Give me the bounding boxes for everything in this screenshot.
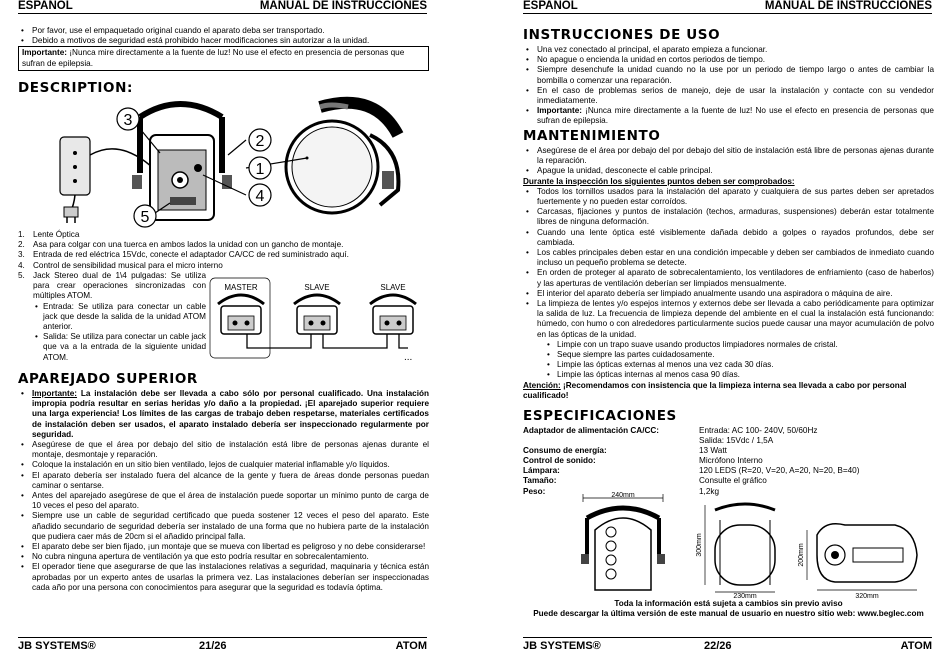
maint-sub-bullet: • Limpie las ópticas externas al menos una vez cada 30 días. bbox=[523, 360, 934, 370]
label-slave: SLAVE bbox=[380, 283, 406, 292]
footer-product: ATOM bbox=[900, 640, 932, 652]
fixture-front-view bbox=[286, 103, 398, 213]
ellipsis: ... bbox=[404, 352, 413, 363]
rigging-bullet: • Coloque la instalación en un sitio bien ventilado, lejos de cualquier material inflamable y/o líquidos. bbox=[18, 460, 429, 470]
part-item: 2. Asa para colgar con una tuerca en ambos lados la unidad con un gancho de montaje. bbox=[18, 240, 344, 250]
spec-key: Consumo de energía: bbox=[523, 446, 607, 456]
right-page bbox=[505, 0, 950, 654]
warning-box bbox=[18, 46, 429, 70]
rigging-bullet: • Siempre use un cable de seguridad certificado que pueda sostener 12 veces el peso del aparato. Este añadido secundario de seguridad debería ser instalado de una forma que no hubiera parte de la instalación que pudiera caer más de 20cm si el añadido principal falla. bbox=[18, 511, 429, 542]
maint-bullet: • Asegúrese de el área por debajo del por debajo del sitio de instalación está libre de personas ajenas durante la reparación. bbox=[523, 146, 934, 166]
maint-sub-bullet: • Limpie con un trapo suave usando productos limpiadores normales de cristal. bbox=[523, 340, 934, 350]
rigging-bullet: • El operador tiene que asegurarse de que las instalaciones relativas a seguridad, maquinaria y técnica están aprobadas por un experto antes de usarlas la primera vez. Las instalaciones deberían ser inspeccionadas cada año por una persona con conocimientos para asegurar que la seguridad es todavía óptima. bbox=[18, 562, 429, 593]
dim-side-label: 300mm bbox=[696, 533, 703, 557]
spec-value: Micrófono Interno bbox=[699, 456, 763, 466]
unit-slave-2 bbox=[370, 295, 416, 334]
spec-table bbox=[523, 426, 934, 497]
part-item: 4. Control de sensibilidad musical para el micro interno bbox=[18, 260, 223, 270]
part-item: 1. Lente Óptica bbox=[18, 230, 80, 239]
maint-bullet: • El interior del aparato debería ser limpiado anualmente usando una aspiradora o máquina de aire. bbox=[523, 289, 934, 299]
maint-sub-bullet: • Seque siempre las partes cuidadosamente. bbox=[523, 350, 934, 360]
warning-label: Importante: bbox=[22, 48, 68, 58]
rigging-bullet: • Antes del aparejado asegúrese de que el área de instalación puede soportar un mínimo punto de carga de 10 veces el peso del aparato. bbox=[18, 491, 429, 511]
dimension-side-view bbox=[696, 504, 775, 600]
jack-section bbox=[18, 271, 206, 363]
spec-key: Lámpara: bbox=[523, 466, 560, 476]
attention-note: Atención: ¡Recomendamos con insistencia que la limpieza interna sea llevada a cabo por personal cualificado! bbox=[523, 380, 907, 400]
jack-item: • Entrada: Se utiliza para conectar un cable jack que desde la salida de la unidad ATOM anterior. bbox=[33, 302, 206, 333]
maint-bullet: • La limpieza de lentes y/o espejos internos y externos debe ser llevada a cabo periódicamente para optimizar la salida de luz. La frecuencia de limpieza depende del ambiente en el cual la instalación está funcionando: húmedo, con humo o con alrededores particularmente sucios puede causar una mayor acumulación de polvo en las ópticas de la unidad. bbox=[523, 299, 934, 340]
spec-key: Tamaño: bbox=[523, 476, 557, 486]
callout-4-label: 4 bbox=[255, 188, 265, 205]
footer-page-number: 22/26 bbox=[704, 640, 732, 652]
spec-value: Salida: 15Vdc / 1,5A bbox=[699, 436, 774, 446]
maintenance-title: MANTENIMIENTO bbox=[523, 128, 661, 144]
rigging-important: • Importante: La instalación debe ser llevada a cabo sólo por personal cualificado. Una instalación impropia podría resultar en serias heridas y/o daño a la propiedad. ¡El aparejado superior requiere una larga experiencia! Los límites de las cargas de trabajo deben respetarse, materiales certificados de instalación deben ser usados, el aparato instalado debería ser inspeccionado regularmente por seguridad. bbox=[18, 389, 429, 440]
parts-list bbox=[18, 230, 363, 271]
unit-master bbox=[218, 295, 264, 334]
label-master: MASTER bbox=[224, 283, 258, 292]
header-title: MANUAL DE INSTRUCCIONES bbox=[259, 0, 427, 12]
maint-bullet: • Carcasas, fijaciones y puntos de instalación (techos, armaduras, suspensiones) deberán estar totalmente libres de ninguna deformación. bbox=[523, 207, 934, 227]
rigging-title: APAREJADO SUPERIOR bbox=[18, 371, 198, 387]
usage-bullet: • En el caso de problemas serios de manejo, deje de usar la instalación y contacte con su vendedor inmediatamente. bbox=[523, 86, 934, 106]
maintenance-section bbox=[523, 146, 934, 401]
closing-line-2: Puede descargar la última versión de este manual de usuario en nuestro sitio web: www.beglec.com bbox=[533, 609, 924, 618]
maint-bullet: • Los cables principales deben estar en una condición impecable y deben ser cambiados de inmediato cuando incluso un pequeño problema se detecte. bbox=[523, 248, 934, 268]
spec-value: 13 Watt bbox=[699, 446, 727, 456]
callout-5-label: 5 bbox=[140, 209, 150, 226]
maint-check-heading: Durante la inspección los siguientes puntos deben ser comprobados: bbox=[523, 176, 795, 186]
spec-key: Peso: bbox=[523, 486, 546, 496]
label-slave: SLAVE bbox=[304, 283, 330, 292]
page-footer bbox=[523, 637, 932, 654]
left-page bbox=[0, 0, 445, 654]
maint-bullet: • En orden de proteger al aparato de sobrecalentamiento, los ventiladores de enfriamiento (caso de haberlos) y las aperturas de ventilación deberían ser limpiados mensualmente. bbox=[523, 268, 934, 288]
unit-slave-1 bbox=[294, 295, 340, 334]
rigging-bullet: • El aparato debe ser bien fijado, ¡un montaje que se mueva con libertad es peligroso y no debe considerarse! bbox=[18, 542, 429, 552]
spec-key bbox=[523, 436, 699, 446]
usage-important: • Importante: ¡Nunca mire directamente a la fuente de luz! No use el efecto en presencia de personas que sufran de epilepsia. bbox=[523, 106, 934, 126]
usage-bullet: • Una vez conectado al principal, el aparato empieza a funcionar. bbox=[523, 45, 934, 55]
part-item: 5. Jack Stereo dual de 1\4 pulgadas: Se utiliza para crear operaciones sincronizadas con múltiples ATOM. • Entrada: Se utiliza para conectar un cable jack que desde la salida de la unidad ATOM anterior. • Salida: Se utiliza para conectar un cable jack que va a la entrada de la siguiente unidad ATOM. bbox=[18, 271, 206, 363]
jack-item: • Salida: Se utiliza para conectar un cable jack que va a la entrada de la siguiente unidad ATOM. bbox=[33, 332, 206, 363]
intro-bullet: • Por favor, use el empaquetado original cuando el aparato deba ser transportado. bbox=[18, 26, 429, 36]
callout-1-label: 1 bbox=[255, 161, 265, 178]
spec-value: Entrada: AC 100- 240V, 50/60Hz bbox=[699, 426, 818, 435]
usage-bullet: • Siempre desenchufe la unidad cuando no la use por un periodo de tiempo largo o antes de cambiar la bombilla o comenzar una reparación. bbox=[523, 65, 934, 85]
footer-brand: JB SYSTEMS® bbox=[523, 640, 601, 652]
spec-key: Control de sonido: bbox=[523, 456, 596, 466]
usage-section bbox=[523, 45, 934, 127]
description-title: DESCRIPTION: bbox=[18, 80, 133, 96]
spec-value: 1,2kg bbox=[699, 486, 720, 496]
page-header bbox=[523, 0, 932, 14]
footer-brand: JB SYSTEMS® bbox=[18, 640, 96, 652]
product-illustration bbox=[30, 95, 430, 230]
header-language: ESPAÑOL bbox=[18, 0, 73, 12]
rigging-bullet: • No cubra ninguna apertura de ventilación ya que esto podría resultar en sobrecalentamiento. bbox=[18, 552, 429, 562]
spec-key: Adaptador de alimentación CA/CC: bbox=[523, 426, 660, 435]
intro-bullet: • Debido a motivos de seguridad está prohibido hacer modificaciones sin autorizar a la unidad. bbox=[18, 36, 429, 46]
header-title: MANUAL DE INSTRUCCIONES bbox=[764, 0, 932, 12]
dimension-top-view bbox=[798, 524, 917, 600]
spec-value: 120 LEDS (R=20, V=20, A=20, N=20, B=40) bbox=[699, 466, 860, 476]
closing-notes bbox=[523, 599, 934, 619]
maint-bullet: • Cuando una lente óptica esté visiblemente dañada debido a golpes o rayados profundos, debe ser cambiada. bbox=[523, 228, 934, 248]
dimension-drawing bbox=[545, 490, 925, 600]
specifications-title: ESPECIFICACIONES bbox=[523, 408, 677, 424]
callout-2-label: 2 bbox=[255, 133, 265, 150]
warning-text: ¡Nunca mire directamente a la fuente de luz! No use el efecto en presencia de personas que sufran de epilepsia. bbox=[22, 48, 405, 68]
closing-line-1: Toda la información está sujeta a cambios sin previo aviso bbox=[614, 599, 843, 608]
maint-bullet: • Apague la unidad, desconecte el cable principal. bbox=[523, 166, 934, 176]
page-footer bbox=[18, 637, 427, 654]
rigging-bullet: • El aparato debería ser instalado fuera del alcance de la gente y fuera de áreas donde personas puedan caminar o sentarse. bbox=[18, 471, 429, 491]
usage-bullet: • No apague o encienda la unidad en cortos periodos de tiempo. bbox=[523, 55, 934, 65]
maint-bullet: • Todos los tornillos usados para la instalación del aparato y cualquiera de sus partes deben ser apretados fuertemente y no pueden estar corroídos. bbox=[523, 187, 934, 207]
dim-top-label: 240mm bbox=[611, 492, 635, 499]
dim-right-height-label: 200mm bbox=[798, 543, 805, 567]
footer-page-number: 21/26 bbox=[199, 640, 227, 652]
usage-title: INSTRUCCIONES DE USO bbox=[523, 27, 721, 43]
dim-right-width-label: 320mm bbox=[855, 593, 879, 600]
dim-front-width-label: 230mm bbox=[733, 593, 757, 600]
spec-value: Consulte el gráfico bbox=[699, 476, 767, 486]
maint-sub-bullet: • Limpie las ópticas internas al menos casa 90 días. bbox=[523, 370, 934, 380]
master-slave-diagram bbox=[208, 276, 428, 366]
footer-product: ATOM bbox=[395, 640, 427, 652]
callout-3-label: 3 bbox=[123, 112, 133, 129]
header-language: ESPAÑOL bbox=[523, 0, 578, 12]
page-header bbox=[18, 0, 427, 14]
part-item: 3. Entrada de red eléctrica 15Vdc, conecte el adaptador CA/CC de red suministrado aquí. bbox=[18, 250, 349, 260]
dimension-front-view bbox=[581, 492, 665, 590]
intro-section bbox=[18, 26, 429, 71]
rigging-bullet: • Asegúrese de que el área por debajo del sitio de instalación está libre de personas ajenas durante el montaje, desmontaje y reparación. bbox=[18, 440, 429, 460]
rigging-section bbox=[18, 389, 429, 593]
